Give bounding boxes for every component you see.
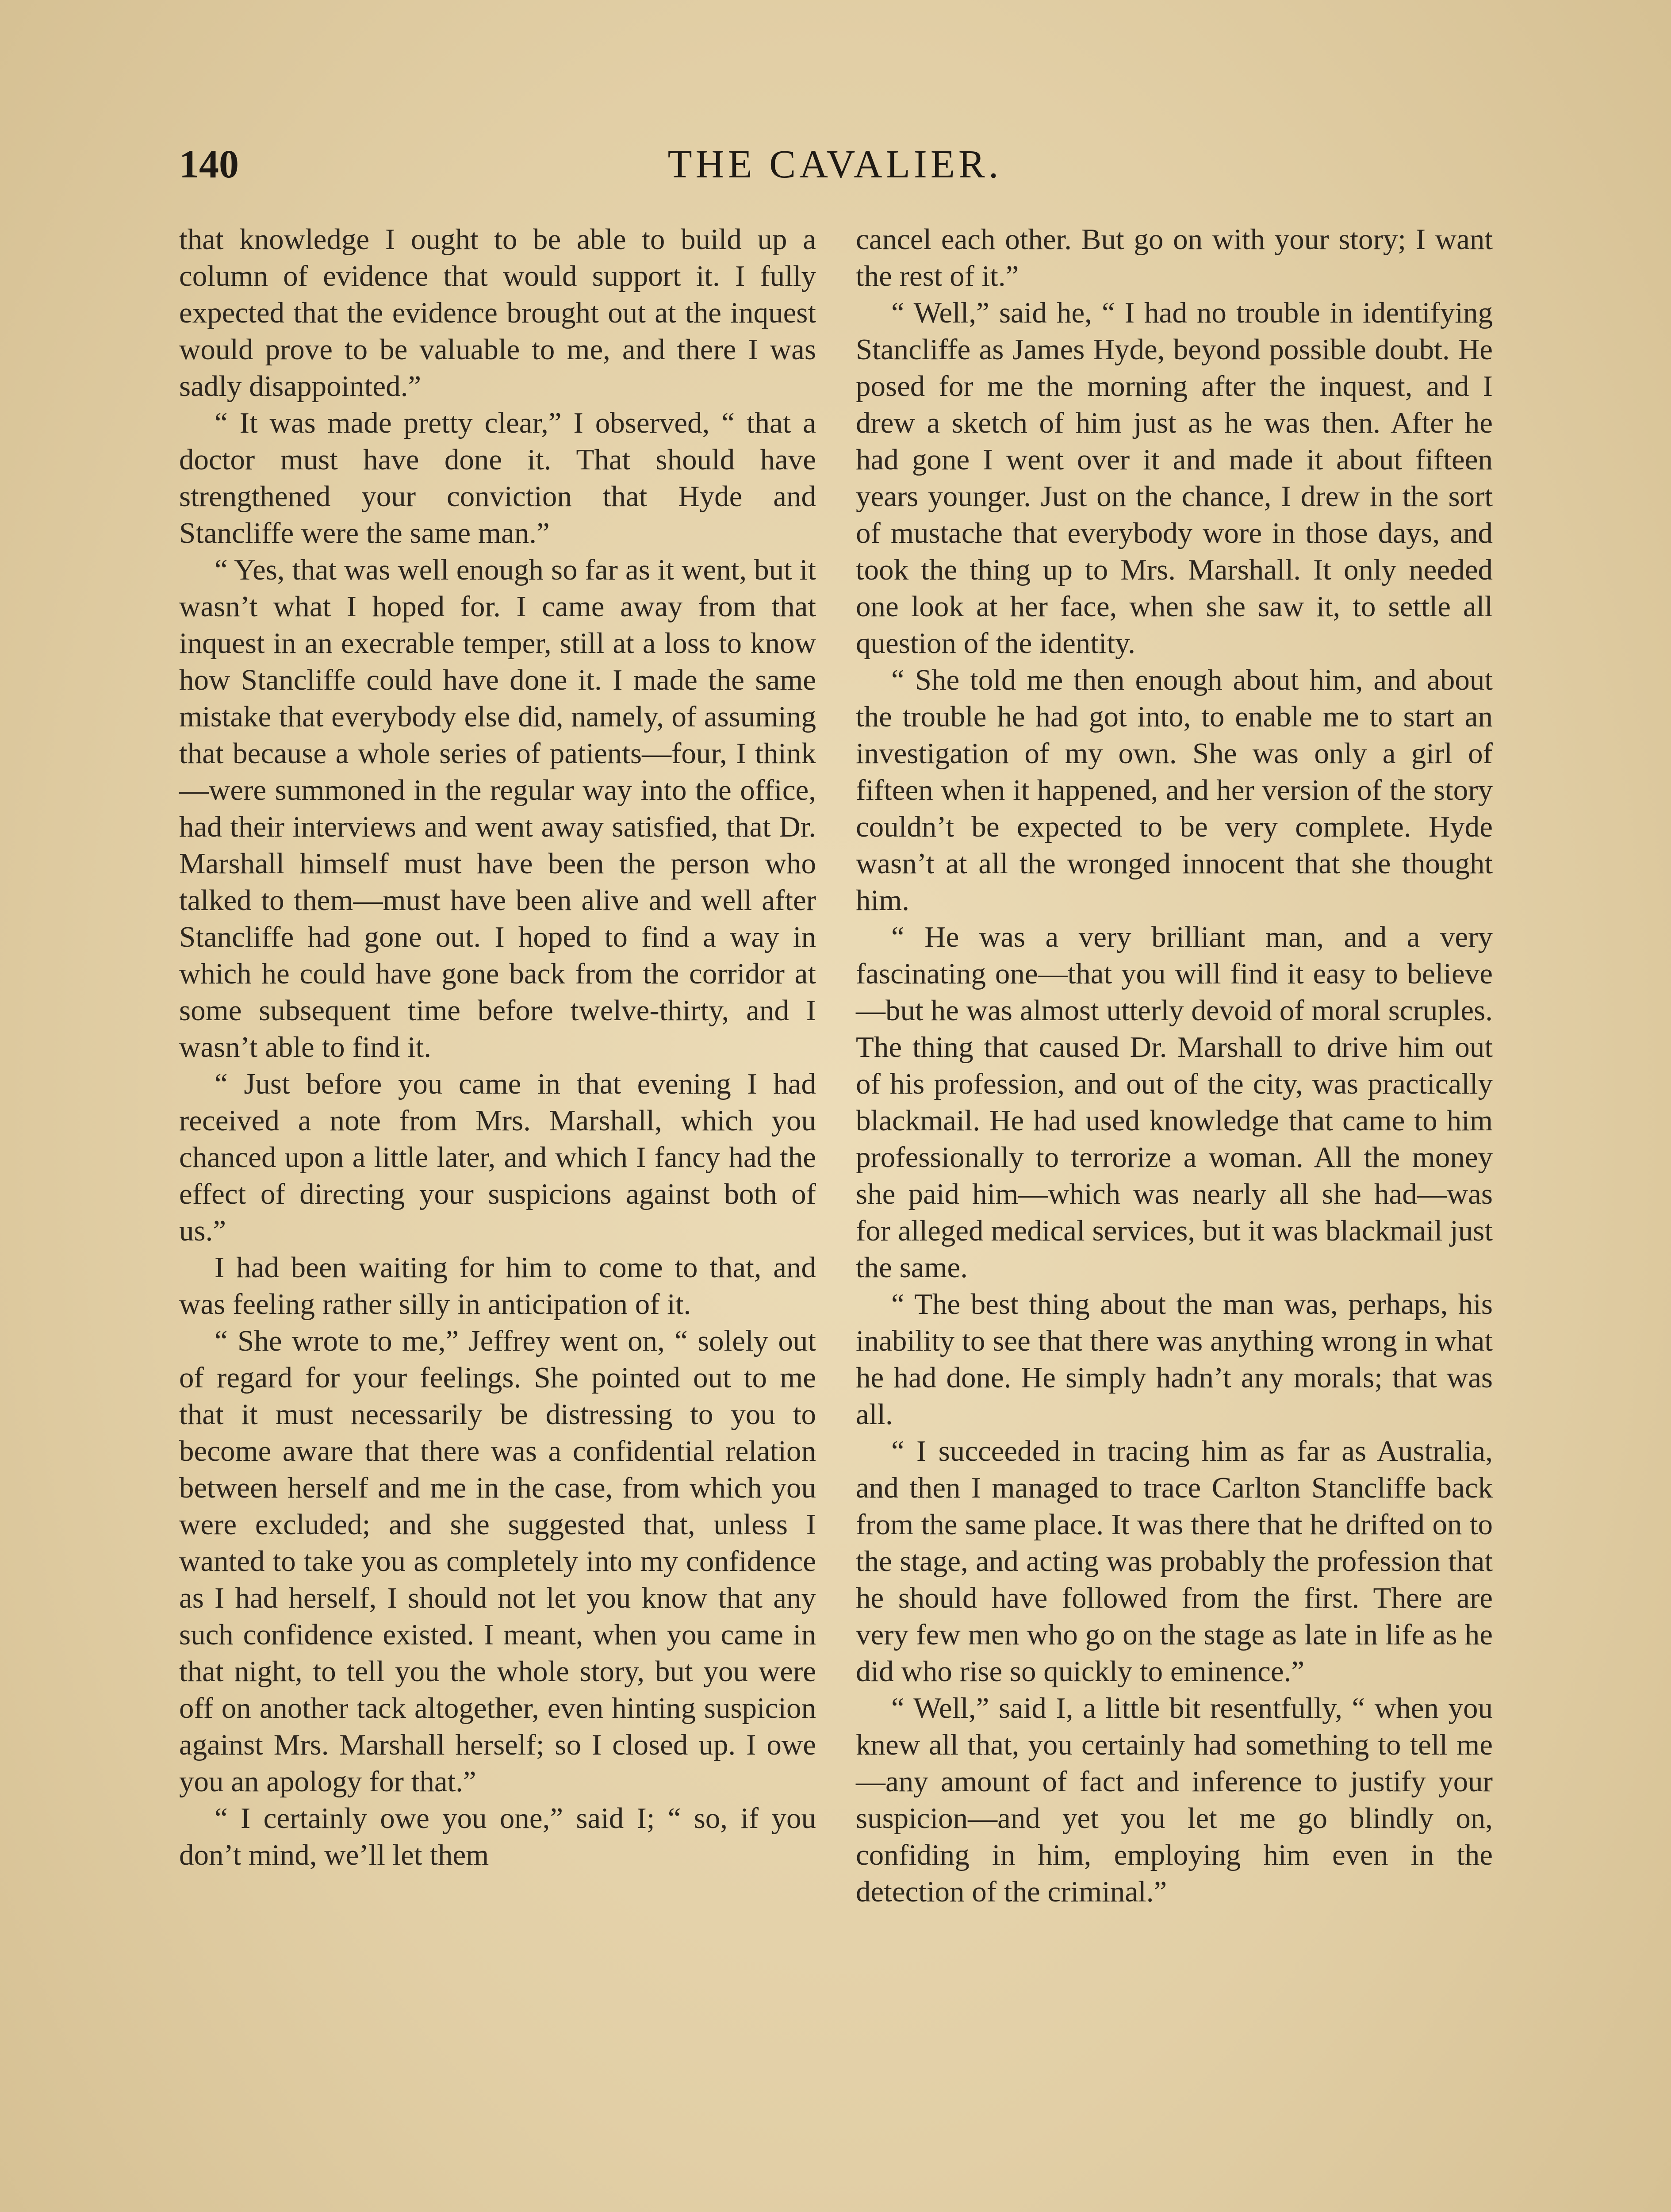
paragraph: “ He was a very brilliant man, and a very fascinating one—that you will find it easy to believe—but he was almost utterly devoid of moral scruples. The thing that caused Dr. Marshall to drive him out of his profession, and out of the city, was practically blackmail. He had used knowledge that came to him professionally to terrorize a woman. All the money she paid him—which was nearly all she had—was for alleged medical services, but it was blackmail just the same. [856,921,1493,1284]
left-column [179,221,816,1874]
paragraph: “ Yes, that was well enough so far as it went, but it wasn’t what I hoped for. I came away from that inquest in an execrable temper, still at a loss to know how Stancliffe could have done it. I made the same mistake that everybody else did, namely, of assuming that because a whole series of patients—four, I think—were summoned in the regular way into the office, had their interviews and went away satisfied, that Dr. Marshall himself must have been the person who talked to them—must have been alive and well after Stancliffe had gone out. I hoped to find a way in which he could have gone back from the corridor at some subsequent time before twelve-thirty, and I wasn’t able to find it. [179,553,816,1064]
paragraph: “ It was made pretty clear,” I observed, “ that a doctor must have done it. That should have strengthened your conviction that Hyde and Stancliffe were the same man.” [179,407,816,549]
paragraph: cancel each other. But go on with your story; I want the rest of it.” [856,223,1493,292]
paragraph: “ Well,” said I, a little bit resentfully, “ when you knew all that, you certainly had something to tell me—any amount of fact and inference to justify your suspicion—and yet you let me go blindly on, confiding in him, employing him even in the detection of the criminal.” [856,1692,1493,1908]
right-column [856,221,1493,1910]
running-title: THE CAVALIER. [667,142,1002,186]
paragraph: “ She wrote to me,” Jeffrey went on, “ solely out of regard for your feelings. She pointed out to me that it must necessarily be distressing to you to become aware that there was a confidential relation between herself and me in the case, from which you were excluded; and she suggested that, unless I wanted to take you as completely into my confidence as I had herself, I should not let you know that any such confidence existed. I meant, when you came in that night, to tell you the whole story, but you were off on another tack altogether, even hinting suspicion against Mrs. Marshall herself; so I closed up. I owe you an apology for that.” [179,1325,816,1798]
paragraph: that knowledge I ought to be able to build up a column of evidence that would support it. I fully expected that the evidence brought out at the inquest would prove to be valuable to me, and there I was sadly disappointed.” [179,223,816,403]
page-header [179,133,1491,199]
paragraph: “ The best thing about the man was, perhaps, his inability to see that there was anything wrong in what he had done. He simply hadn’t any morals; that was all. [856,1288,1493,1431]
page-number: 140 [179,142,239,186]
paragraph: “ I succeeded in tracing him as far as Australia, and then I managed to trace Carlton Stancliffe back from the same place. It was there that he drifted on to the stage, and acting was probably the profession that he should have followed from the first. There are very few men who go on the stage as late in life as he did who rise so quickly to eminence.” [856,1435,1493,1688]
paragraph: “ I certainly owe you one,” said I; “ so, if you don’t mind, we’ll let them [179,1802,816,1871]
paragraph: “ She told me then enough about him, and about the trouble he had got into, to enable me to start an investigation of my own. She was only a girl of fifteen when it happened, and her version of the story couldn’t be expected to be very complete. Hyde wasn’t at all the wronged innocent that she thought him. [856,664,1493,917]
paragraph: I had been waiting for him to come to that, and was feeling rather silly in anticipation of it. [179,1251,816,1321]
paragraph: “ Well,” said he, “ I had no trouble in identifying Stancliffe as James Hyde, beyond possible doubt. He posed for me the morning after the inquest, and I drew a sketch of him just as he was then. After he had gone I went over it and made it about fifteen years younger. Just on the chance, I drew in the sort of mustache that everybody wore in those days, and took the thing up to Mrs. Marshall. It only needed one look at her face, when she saw it, to settle all question of the identity. [856,296,1493,660]
paragraph: “ Just before you came in that evening I had received a note from Mrs. Marshall, which you chanced upon a little later, and which I fancy had the effect of directing your suspicions against both of us.” [179,1068,816,1247]
